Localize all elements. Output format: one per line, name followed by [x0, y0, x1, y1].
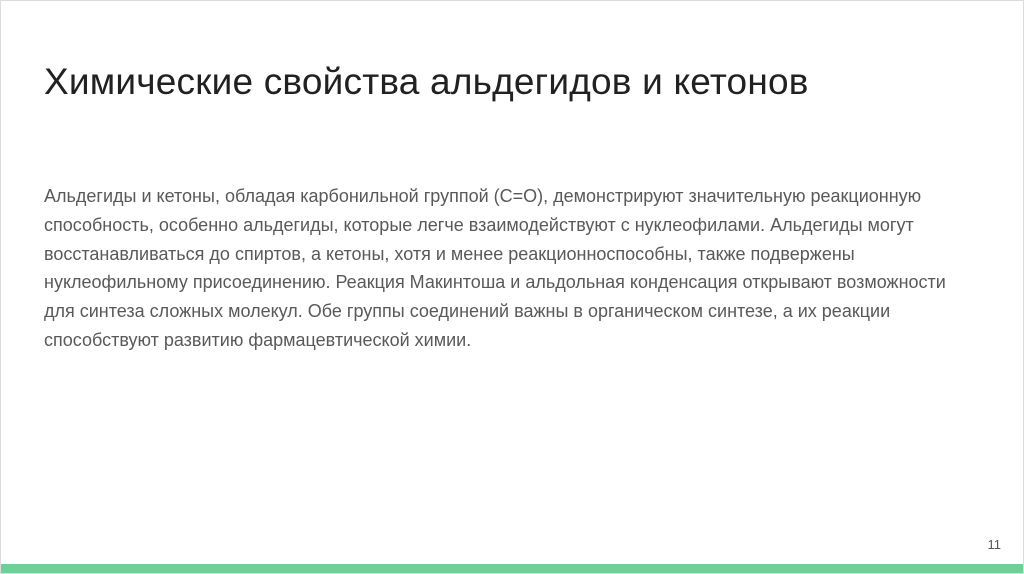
- slide-body-text: Альдегиды и кетоны, обладая карбонильной группой (C=O), демонстрируют значительную реакционную способность, особенно альдегиды, которые легче взаимодействуют с нуклеофилами. Альдегиды могут восстанавливаться до спиртов, а кетоны, хотя и менее реакционноспособны, также подвержены нуклеофильному присоединению. Реакция Макинтоша и альдольная конденсация открывают возможности для синтеза сложных молекул. Обе группы соединений важны в органическом синтезе, а их реакции способствуют развитию фармацевтической химии.: [44, 186, 946, 350]
- accent-bar: [1, 564, 1023, 573]
- page-number: 11: [987, 537, 1001, 552]
- slide-title: Химические свойства альдегидов и кетонов: [44, 61, 809, 102]
